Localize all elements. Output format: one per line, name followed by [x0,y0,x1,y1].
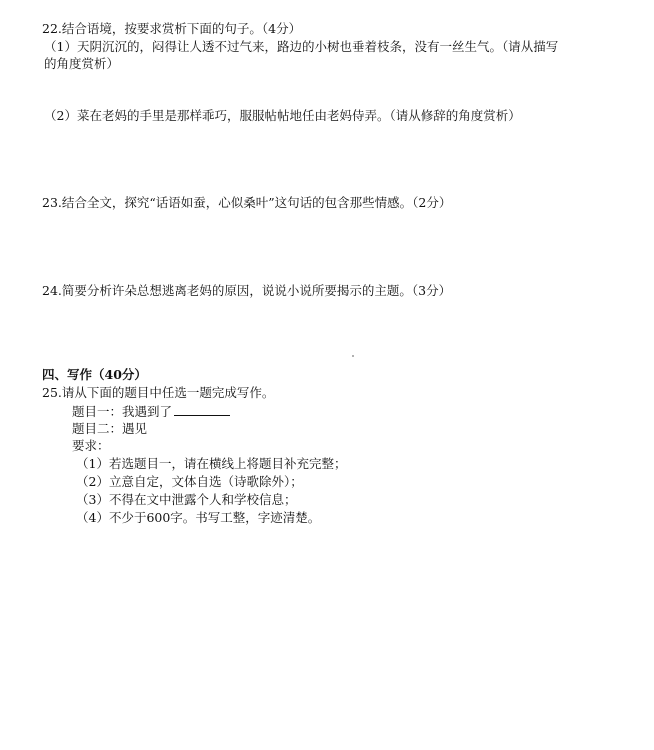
writing-section-title: 四、写作（40分） [42,367,147,382]
topic-two: 题目二：遇见 [72,421,148,436]
requirement-3: （3）不得在文中泄露个人和学校信息； [76,492,297,507]
topic-one-blank-line [174,403,230,416]
question-22-item-1-continued: 的角度赏析） [44,56,120,71]
question-24-title: 24.简要分析许朵总想逃离老妈的原因，说说小说所要揭示的主题。（3分） [42,283,452,298]
requirement-2: （2）立意自定，文体自选（诗歌除外）； [76,474,303,489]
question-22-item-1: （1）天阴沉沉的，闷得让人透不过气来，路边的小树也垂着枝条，没有一丝生气。（请从描写 [44,39,559,54]
requirement-1: （1）若选题目一，请在横线上将题目补充完整； [76,456,347,471]
question-22-title: 22.结合语境，按要求赏析下面的句子。（4分） [42,21,302,36]
topic-one [72,403,230,420]
scan-speck [352,355,354,357]
requirements-label: 要求： [72,438,110,453]
question-23-title: 23.结合全文，探究“话语如蚕，心似桑叶”这句话的包含那些情感。（2分） [42,195,452,210]
requirement-4: （4）不少于600字。书写工整，字迹清楚。 [76,510,321,525]
question-22-item-2: （2）菜在老妈的手里是那样乖巧，服服帖帖地任由老妈侍弄。（请从修辞的角度赏析） [44,108,521,123]
topic-one-text: 题目一：我遇到了 [72,404,173,419]
question-25-title: 25.请从下面的题目中任选一题完成写作。 [42,385,275,400]
